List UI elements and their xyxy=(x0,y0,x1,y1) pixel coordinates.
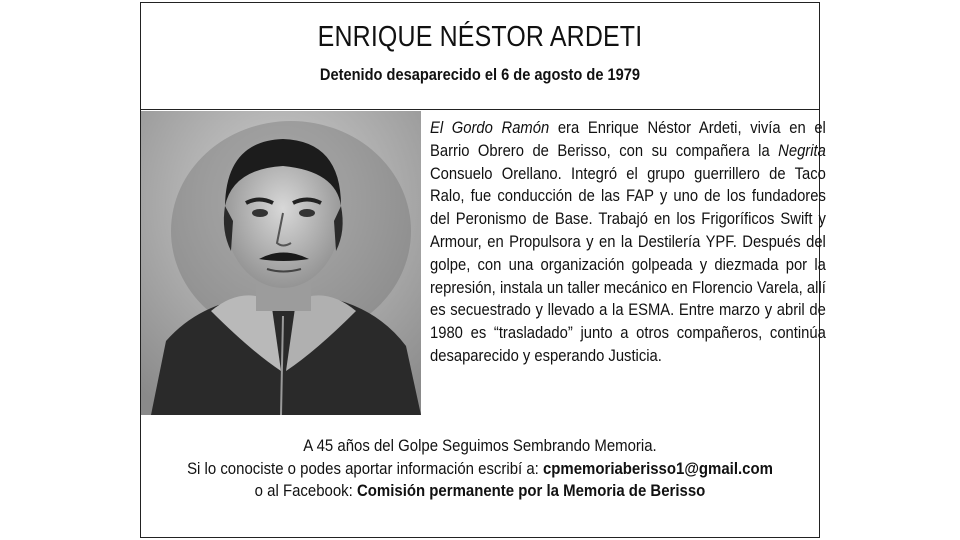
facebook-page[interactable]: Comisión permanente por la Memoria de Berisso xyxy=(356,481,706,500)
bio-part-2: Consuelo Orellano. Integró el grupo guerrillero de Taco Ralo, fue conducción de las FAP y uno de los fundadores del Peronismo de Base. Trabajó en los Frigoríficos Swift y Armour, en Propulsora y en la Destilería YPF. Después del golpe, con una organización golpeada y diezmada por la represión, instala un taller mecánico en Florencio Varela, allí es secuestrado y llevado a la ESMA. Entre marzo y abril de 1980 es “trasladado” junto a otros compañeros, continúa desaparecido y esperando Justicia. xyxy=(430,163,826,365)
footer-line-1: A 45 años del Golpe Seguimos Sembrando Memoria. xyxy=(303,436,657,455)
portrait-image xyxy=(141,111,421,415)
bio-part-1: era Enrique Néstor Ardeti, vivía en el Barrio Obrero de Berisso, con su compañera la xyxy=(430,118,826,160)
footer xyxy=(141,435,819,503)
facebook-prefix: o al Facebook: xyxy=(254,481,357,500)
page-title: ENRIQUE NÉSTOR ARDETI xyxy=(317,21,643,53)
header xyxy=(141,3,819,110)
footer-line-3 xyxy=(182,480,779,503)
partner-nickname: Negrita xyxy=(778,140,826,160)
portrait-photo xyxy=(141,111,421,415)
subtitle: Detenido desaparecido el 6 de agosto de 1979 xyxy=(319,65,641,84)
nickname: El Gordo Ramón xyxy=(430,118,550,137)
contact-email[interactable]: cpmemoriaberisso1@gmail.com xyxy=(542,458,773,478)
memorial-card xyxy=(140,2,826,538)
contact-prefix: Si lo conociste o podes aportar información escribí a: xyxy=(187,458,543,478)
biography-text xyxy=(430,117,826,368)
footer-line-2 xyxy=(182,458,779,481)
